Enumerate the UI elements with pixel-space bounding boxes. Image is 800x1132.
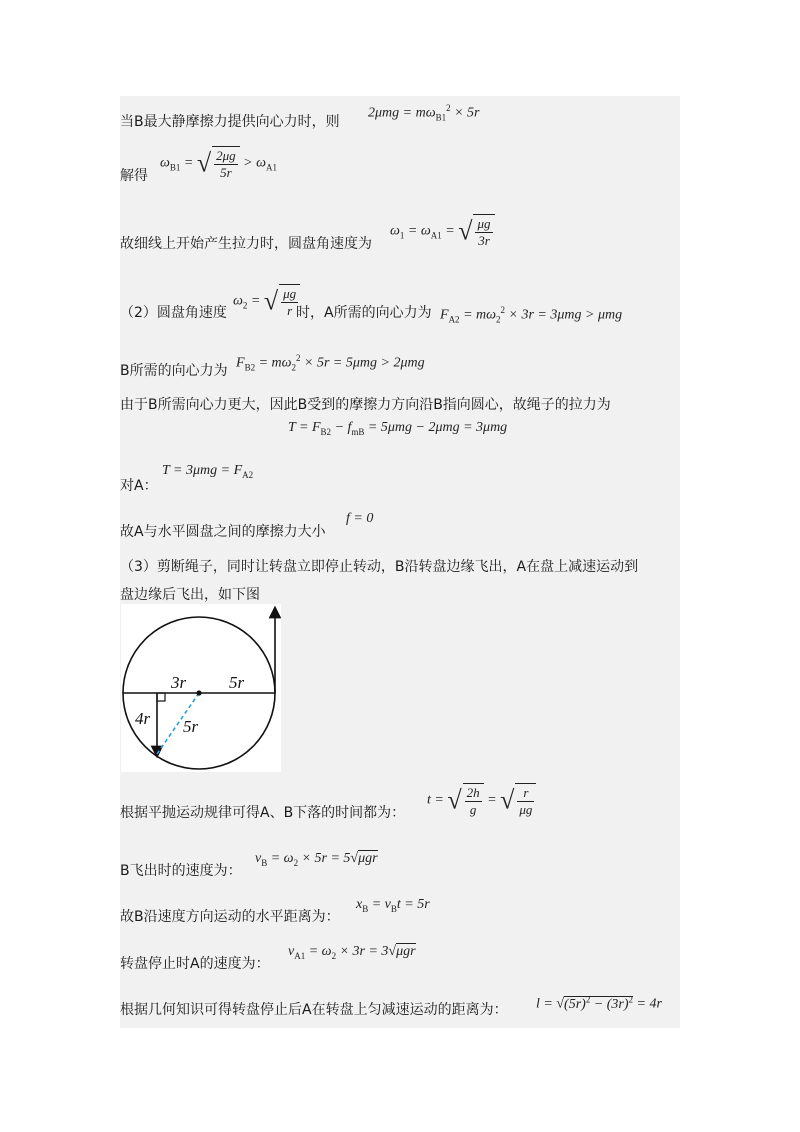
text-line-13: 故B沿速度方向运动的水平距离为： bbox=[120, 909, 340, 925]
equation-velocity-b: $v_B = \omega_2 \times 5r = 5√\mu gr$ bbox=[255, 851, 378, 868]
text-line-8: 故A与水平圆盘之间的摩擦力大小 bbox=[120, 524, 326, 540]
equation-force-a2: $F_{A2} = m\omega_2^2 \times 3r = 3\mu mg > \mu mg$ bbox=[440, 305, 623, 325]
label-3r: 3r bbox=[171, 673, 187, 692]
disk-center bbox=[196, 690, 201, 695]
equation-b-max-static-friction: $2\mu mg = m\omega_{B1}^2 \times 5r$ bbox=[368, 103, 480, 123]
equation-tension: $T = F_{B2} - f_{mB} = 5\mu mg - 2\mu mg = 3\mu mg$ bbox=[288, 420, 508, 437]
text-line-14: 转盘停止时A的速度为： bbox=[120, 956, 270, 972]
text-line-3: 故细线上开始产生拉力时，圆盘角速度为 bbox=[120, 236, 372, 252]
text-line-6: 由于B所需向心力更大，因此B受到的摩擦力方向沿B指向圆心，故绳子的拉力为 bbox=[120, 397, 611, 413]
text-line-15: 根据几何知识可得转盘停止后A在转盘上匀减速运动的距离为： bbox=[120, 1002, 508, 1018]
right-angle-mark bbox=[157, 693, 165, 701]
label-5r-top: 5r bbox=[229, 673, 245, 692]
text-line-5: B所需的向心力为 bbox=[120, 363, 228, 379]
equation-distance-a: $l = √(5r)^2 - (3r)^2 = 4r$ bbox=[536, 994, 662, 1012]
text-line-9: （3）剪断绳子，同时让转盘立即停止转动，B沿转盘边缘飞出，A在盘上减速运动到 bbox=[120, 559, 639, 575]
text-line-2: 解得 bbox=[120, 168, 148, 184]
text-line-1: 当B最大静摩擦力提供向心力时，则 bbox=[120, 114, 340, 130]
disk-diagram-svg bbox=[121, 604, 281, 772]
equation-fall-time: t = √ $\frac{2h}{g}$ = √ $\frac{r}{\mu g}$ bbox=[427, 783, 536, 818]
equation-omega-1: $\omega_1 = \omega_{A1}$ = √ $\frac{\mu g}{3r}$ bbox=[390, 214, 495, 249]
equation-velocity-a1: $v_{A1} = \omega_2 \times 3r = 3√\mu gr$ bbox=[288, 944, 416, 961]
equation-omega-b1: $\omega_{B1}$ = √ $\frac{2\mu g}{5r}$ > $\omega_{A1}$ bbox=[160, 148, 278, 180]
text-line-4b: 时，A所需的向心力为 bbox=[296, 305, 432, 321]
text-line-4a: （2）圆盘角速度 bbox=[120, 305, 227, 321]
disk-diagram bbox=[121, 604, 281, 772]
text-line-10: 盘边缘后飞出，如下图 bbox=[120, 587, 260, 603]
text-line-12: B飞出时的速度为： bbox=[120, 863, 242, 879]
text-line-11: 根据平抛运动规律可得A、B下落的时间都为： bbox=[120, 805, 406, 821]
equation-friction-zero: f = 0 bbox=[346, 511, 374, 526]
equation-tension-a: $T = 3\mu mg = F_{A2}$ bbox=[162, 463, 254, 480]
equation-omega-2: $\omega_2$ = √ $\frac{\mu g}{r}$ bbox=[233, 284, 300, 319]
label-5r-diag: 5r bbox=[183, 717, 199, 736]
equation-distance-b: $x_B = v_Bt = 5r$ bbox=[356, 897, 430, 914]
label-4r: 4r bbox=[135, 709, 151, 728]
text-line-7: 对A： bbox=[120, 478, 158, 494]
equation-force-b2: $F_{B2} = m\omega_2^2 \times 5r = 5\mu mg > 2\mu mg$ bbox=[236, 353, 425, 373]
